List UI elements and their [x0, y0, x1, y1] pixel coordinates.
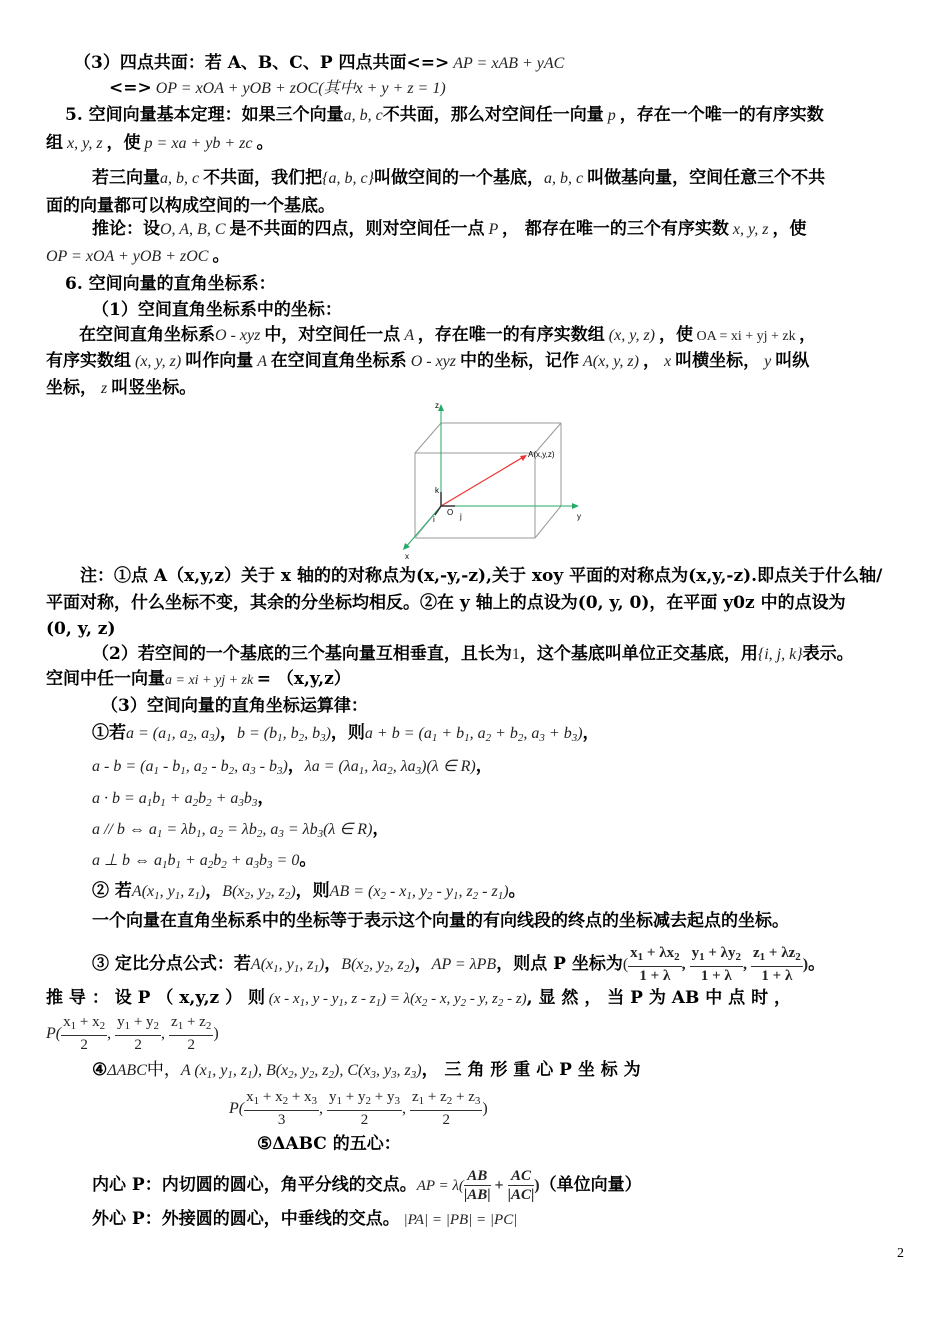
text: 不共面，我们把: [203, 168, 323, 188]
centroid-line: ④ΔABC中，A ($x_1$, $y_1$, $z_1$), $B(x_2$, $y_2$, $z_2$), $C(x_3$, $y_3$, $z_3$)， 三 角 形 重 心 P 坐 标 为: [92, 1060, 641, 1081]
formula: a, b, c: [160, 170, 204, 187]
text: ，则点 P 坐标为: [496, 954, 623, 974]
formula: x: [659, 353, 676, 370]
text: 。: [808, 954, 826, 974]
formula: $a = (a_1$, $a_2$, $a_3$): [126, 725, 220, 744]
text: （2）若空间的一个基底的三个基向量互相垂直，且长为: [92, 644, 512, 664]
formula: $A(x_1$, $y_1$, $z_1$): [131, 883, 206, 902]
text: <=>: [109, 78, 152, 98]
basic-theorem-line1: [65, 104, 824, 127]
section-6-heading: 6. 空间向量的直角坐标系：: [65, 274, 276, 294]
origin-label: O: [447, 508, 454, 517]
coord-line1: 在空间直角坐标系O - xyz 中，对空间任一点 A ，存在唯一的有序实数组 (x, y, z) ，使 OA = xi + yj + zk ，: [79, 325, 817, 345]
text: ④: [92, 1060, 108, 1080]
formula: AB = ($x_2 - x_1$, $y_2 - y_1$, $z_2 - z_1$): [329, 883, 509, 902]
y-axis-arrow: [572, 503, 579, 509]
subsection-1-heading: （1）空间直角坐标系中的坐标：: [92, 300, 342, 320]
five-centers-heading: ⑤ΔABC 的五心：: [257, 1134, 401, 1154]
formula: $\lambda a = (\lambda a_1$, $\lambda a_2$, $\lambda a_3)(\lambda$ ∈ R): [304, 758, 476, 777]
rule-5: [92, 849, 316, 876]
text: 推论：设: [92, 219, 160, 239]
mid-z: $\frac{z_1 + z_2}{2}$: [171, 1014, 212, 1053]
text: 。: [212, 246, 230, 266]
formula: x, y, z: [63, 135, 107, 152]
k-label: k: [435, 486, 439, 495]
formula: a = xi + yj + zk: [165, 673, 257, 688]
formula: O - xyz: [406, 353, 460, 370]
text: 空间中任一向量: [46, 669, 165, 689]
formula: A(x, y, z): [579, 353, 643, 370]
formula: O, A, B, C: [160, 221, 230, 238]
frac-z: $\frac{z_1 + \lambda z_2}{1 + \lambda}$: [753, 945, 801, 984]
note-line2: 平面对称，什么坐标不变，其余的分坐标均相反。②在 y 轴上的点设为(0, y, 0)，在平面 y0z 中的点设为: [46, 593, 846, 613]
formula: OA = xi + yj + zk: [693, 329, 800, 344]
text: 中，对空间任一点: [264, 325, 401, 345]
text: ，: [257, 788, 275, 808]
basic-theorem-line2: [46, 132, 273, 155]
j-label: j: [460, 512, 462, 521]
text: ， 三 角 形 重 心 P 坐 标 为: [421, 1060, 641, 1080]
midpoint-formula: P( $\frac{x_1 + x_2}{2}$ , $\frac{y_1 + y_2}{2}$ , $\frac{z_1 + z_2}{2}$ ): [46, 1014, 219, 1053]
text: 中的坐标，记作: [460, 351, 579, 371]
corollary-line2: [46, 245, 229, 268]
i-label: i: [433, 515, 435, 524]
circumcenter-line: 外心 P：外接圆的圆心，中垂线的交点。 |PA| = |PB| = |PC|: [92, 1209, 518, 1229]
derivation-line1: [46, 987, 791, 1014]
formula: a ⊥ b ⇔ $a_1b_1 + a_2b_2 + a_3b_3 = 0$: [92, 852, 300, 871]
text: （单位向量）: [539, 1175, 642, 1195]
centroid-formula: P( $\frac{x_1 + x_2 + x_3}{3}$ , $\frac{y_1 + y_2 + y_3}{2}$ , $\frac{z_1 + z_2 + z_3}{2}$ ): [229, 1089, 488, 1128]
formula: P: [484, 221, 502, 238]
four-points-coplanar: [74, 52, 564, 75]
formula: a, b, c: [544, 170, 588, 187]
formula: OP = xOA + yOB + zOC(其中x + y + z = 1): [155, 80, 446, 97]
centroid-y: $\frac{y_1 + y_2 + y_3}{2}$: [329, 1089, 400, 1128]
unit-ab: $\frac{AB}{|AB|}$: [463, 1168, 491, 1203]
text: ，: [582, 723, 600, 743]
text: ， 都存在唯一的三个有序实数: [501, 219, 729, 239]
text: 是不共面的四点，则对空间任一点: [229, 219, 485, 239]
formula: $a + b = (a_1 + b_1$, $a_2 + b_2$, $a_3 + b_3$): [364, 725, 583, 744]
note-line1: 注：①点 A（x,y,z）关于 x 轴的的对称点为(x,-y,-z),关于 xoy 平面的对称点为(x,y,-z).即点关于什么轴/: [80, 566, 883, 586]
formula: A: [400, 327, 418, 344]
text: 叫横坐标，: [675, 351, 761, 371]
text: ，: [414, 954, 432, 974]
formula: $B(x_2$, $y_2$, $z_2$): [222, 883, 296, 902]
text: （3）四点共面：若 A、B、C、P 四点共面<=>: [74, 53, 450, 73]
text: ，: [475, 756, 493, 776]
rule-1: [92, 722, 600, 749]
rule-4: [92, 818, 389, 845]
mid-x: $\frac{x_1 + x_2}{2}$: [63, 1014, 106, 1053]
text: ①若: [92, 723, 126, 743]
text: ，: [642, 351, 660, 371]
formula: z: [97, 380, 112, 397]
rule-6: [92, 880, 526, 907]
text: 内心 P：内切圆的圆心，角平分线的交点。: [92, 1175, 417, 1195]
formula: y: [760, 353, 776, 370]
text: ③ 定比分点公式：若: [92, 954, 251, 974]
corollary-line1: [92, 218, 806, 241]
text: ，: [219, 723, 237, 743]
formula: OP = xOA + yOB + zOC: [46, 248, 213, 265]
frac-y: $\frac{y_1 + \lambda y_2}{1 + \lambda}$: [691, 945, 741, 984]
text: ，则: [295, 881, 330, 901]
text: 叫做空间的一个基底，: [374, 168, 545, 188]
formula: ($x - x_1$, y - $y_1$, $z - z_1) = \lambda(x_2 - x$, $y_2$ - y, $z_2 - z$): [265, 991, 527, 1009]
text: ，使: [659, 325, 693, 345]
formula: (x, y, z): [604, 327, 659, 344]
formula: O - xyz: [215, 327, 265, 344]
formula: a // b ⇔ $a_1 = \lambda b_1$, $a_2 = \lambda b_2$, $a_3 = \lambda b_3(\lambda$ ∈ R): [92, 821, 373, 840]
text: , 显 然 ， 当 P 为 AB 中 点 时 ，: [526, 988, 792, 1008]
unit-ac: $\frac{AC}{|AC|}$: [507, 1168, 535, 1203]
text: ，使: [106, 133, 141, 153]
formula: x, y, z: [728, 221, 773, 238]
note-line3: (0, y, z): [46, 619, 116, 639]
text: ，存在一个唯一的有序实数: [619, 105, 824, 125]
text: 外心 P：外接圆的圆心，中垂线的交点。: [92, 1209, 400, 1229]
text: 不共面，那么对空间任一向量: [382, 105, 604, 125]
text: 在空间直角坐标系: [270, 351, 407, 371]
text: 。: [256, 133, 274, 153]
text: ，则: [330, 723, 365, 743]
orthonormal-basis-line2: [46, 668, 351, 692]
text: = （x,y,z）: [256, 669, 351, 689]
frac-x: $\frac{x_1 + \lambda x_2}{1 + \lambda}$: [630, 945, 680, 984]
formula: $B(x_2$, $y_2$, $z_2$): [341, 956, 415, 975]
z-label: z: [435, 401, 439, 410]
formula: p: [603, 107, 620, 124]
text: ，这个基底叫单位正交基底，用: [519, 644, 758, 664]
formula: {i, j, k}: [757, 646, 803, 663]
mid-y: $\frac{y_1 + y_2}{2}$: [117, 1014, 160, 1053]
text: ，使: [772, 219, 807, 239]
section-formula: ③ 定比分点公式：若$A(x_1$, $y_1$, $z_1$)，$B(x_2$, $y_2$, $z_2$)，AP = λPB，则点 P 坐标为( $\frac{x_1 + \lambda x_2}{1 + \lambda}$ , $\frac{y_1 + \lambda y_2}{1 + \lambda}$ , $\frac{z_1 + \lambda z_2}{1 + \lambda}$ )。: [92, 945, 826, 984]
formula: A: [253, 353, 271, 370]
formula: $a - b = (a_1 - b_1$, $a_2 - b_2$, $a_3 - b_3$): [92, 758, 288, 777]
coord-line2: [46, 350, 809, 373]
text: 坐标，: [46, 378, 97, 398]
four-points-coplanar-2: [109, 77, 446, 100]
formula: $a \cdot b = a_1b_1 + a_2b_2 + a_3b_3$: [92, 790, 258, 809]
formula: $b = (b_1$, $b_2$, $b_3$): [236, 725, 331, 744]
text: 中，: [146, 1060, 181, 1080]
text: ，: [205, 881, 223, 901]
text: 5. 空间向量基本定理：如果三个向量: [65, 105, 344, 125]
formula: p = xa + yb + zc: [140, 135, 257, 152]
coordinate-system-figure: [395, 398, 605, 560]
point-a-label: A(x,y,z): [528, 450, 555, 459]
text: 有序实数组: [46, 351, 131, 371]
text: 叫做基向量，空间任意三个不共: [587, 168, 826, 188]
text: 。: [508, 881, 526, 901]
formula: 1: [511, 646, 520, 663]
incenter-line: 内心 P：内切圆的圆心，角平分线的交点。AP = λ( $\frac{AB}{|AB|}$ + $\frac{AC}{|AC|}$ )（单位向量）: [92, 1168, 642, 1203]
text: ，: [324, 954, 342, 974]
x-label: x: [405, 552, 409, 560]
formula: AP = λPB: [431, 956, 497, 973]
text: 叫纵: [775, 351, 810, 371]
y-label: y: [577, 512, 581, 521]
text: 叫竖坐标。: [111, 378, 197, 398]
formula: {a, b, c}: [322, 170, 375, 187]
subsection-3-heading: （3）空间向量的直角坐标运算律：: [101, 696, 368, 716]
coord-line3: [46, 377, 196, 400]
text: 叫作向量: [185, 351, 254, 371]
rule-6-explanation: 一个向量在直角坐标系中的坐标等于表示这个向量的有向线段的终点的坐标减去起点的坐标。: [92, 911, 789, 931]
rule-3: [92, 787, 274, 814]
text: 推 导 ： 设 P （ x,y,z ） 则: [46, 988, 266, 1008]
text: ② 若: [92, 881, 132, 901]
text: 。: [299, 850, 317, 870]
basis-line1: [92, 167, 825, 190]
text: ，: [372, 819, 390, 839]
text: 表示。: [802, 644, 854, 664]
text: 若三向量: [92, 168, 160, 188]
formula: a, b, c: [343, 107, 383, 124]
text: 组: [46, 133, 63, 153]
basis-line2: 面的向量都可以构成空间的一个基底。: [46, 196, 335, 216]
rule-2: $a - b = (a_1 - b_1$, $a_2 - b_2$, $a_3 - b_3$)，$\lambda a = (\lambda a_1$, $\lambda a_2$, $\lambda a_3)(\lambda$ ∈ R)，: [92, 756, 493, 777]
centroid-x: $\frac{x_1 + x_2 + x_3}{3}$: [246, 1089, 318, 1128]
text: 在空间直角坐标系: [79, 325, 215, 345]
formula: AP = xAB + yAC: [453, 55, 565, 72]
text: ，存在唯一的有序实数组: [417, 325, 605, 345]
orthonormal-basis-line1: [92, 643, 854, 666]
page-number: 2: [897, 1246, 904, 1261]
centroid-z: $\frac{z_1 + z_2 + z_3}{2}$: [411, 1089, 481, 1128]
formula: $A(x_1$, $y_1$, $z_1$): [250, 956, 325, 975]
formula: (x, y, z): [131, 353, 186, 370]
